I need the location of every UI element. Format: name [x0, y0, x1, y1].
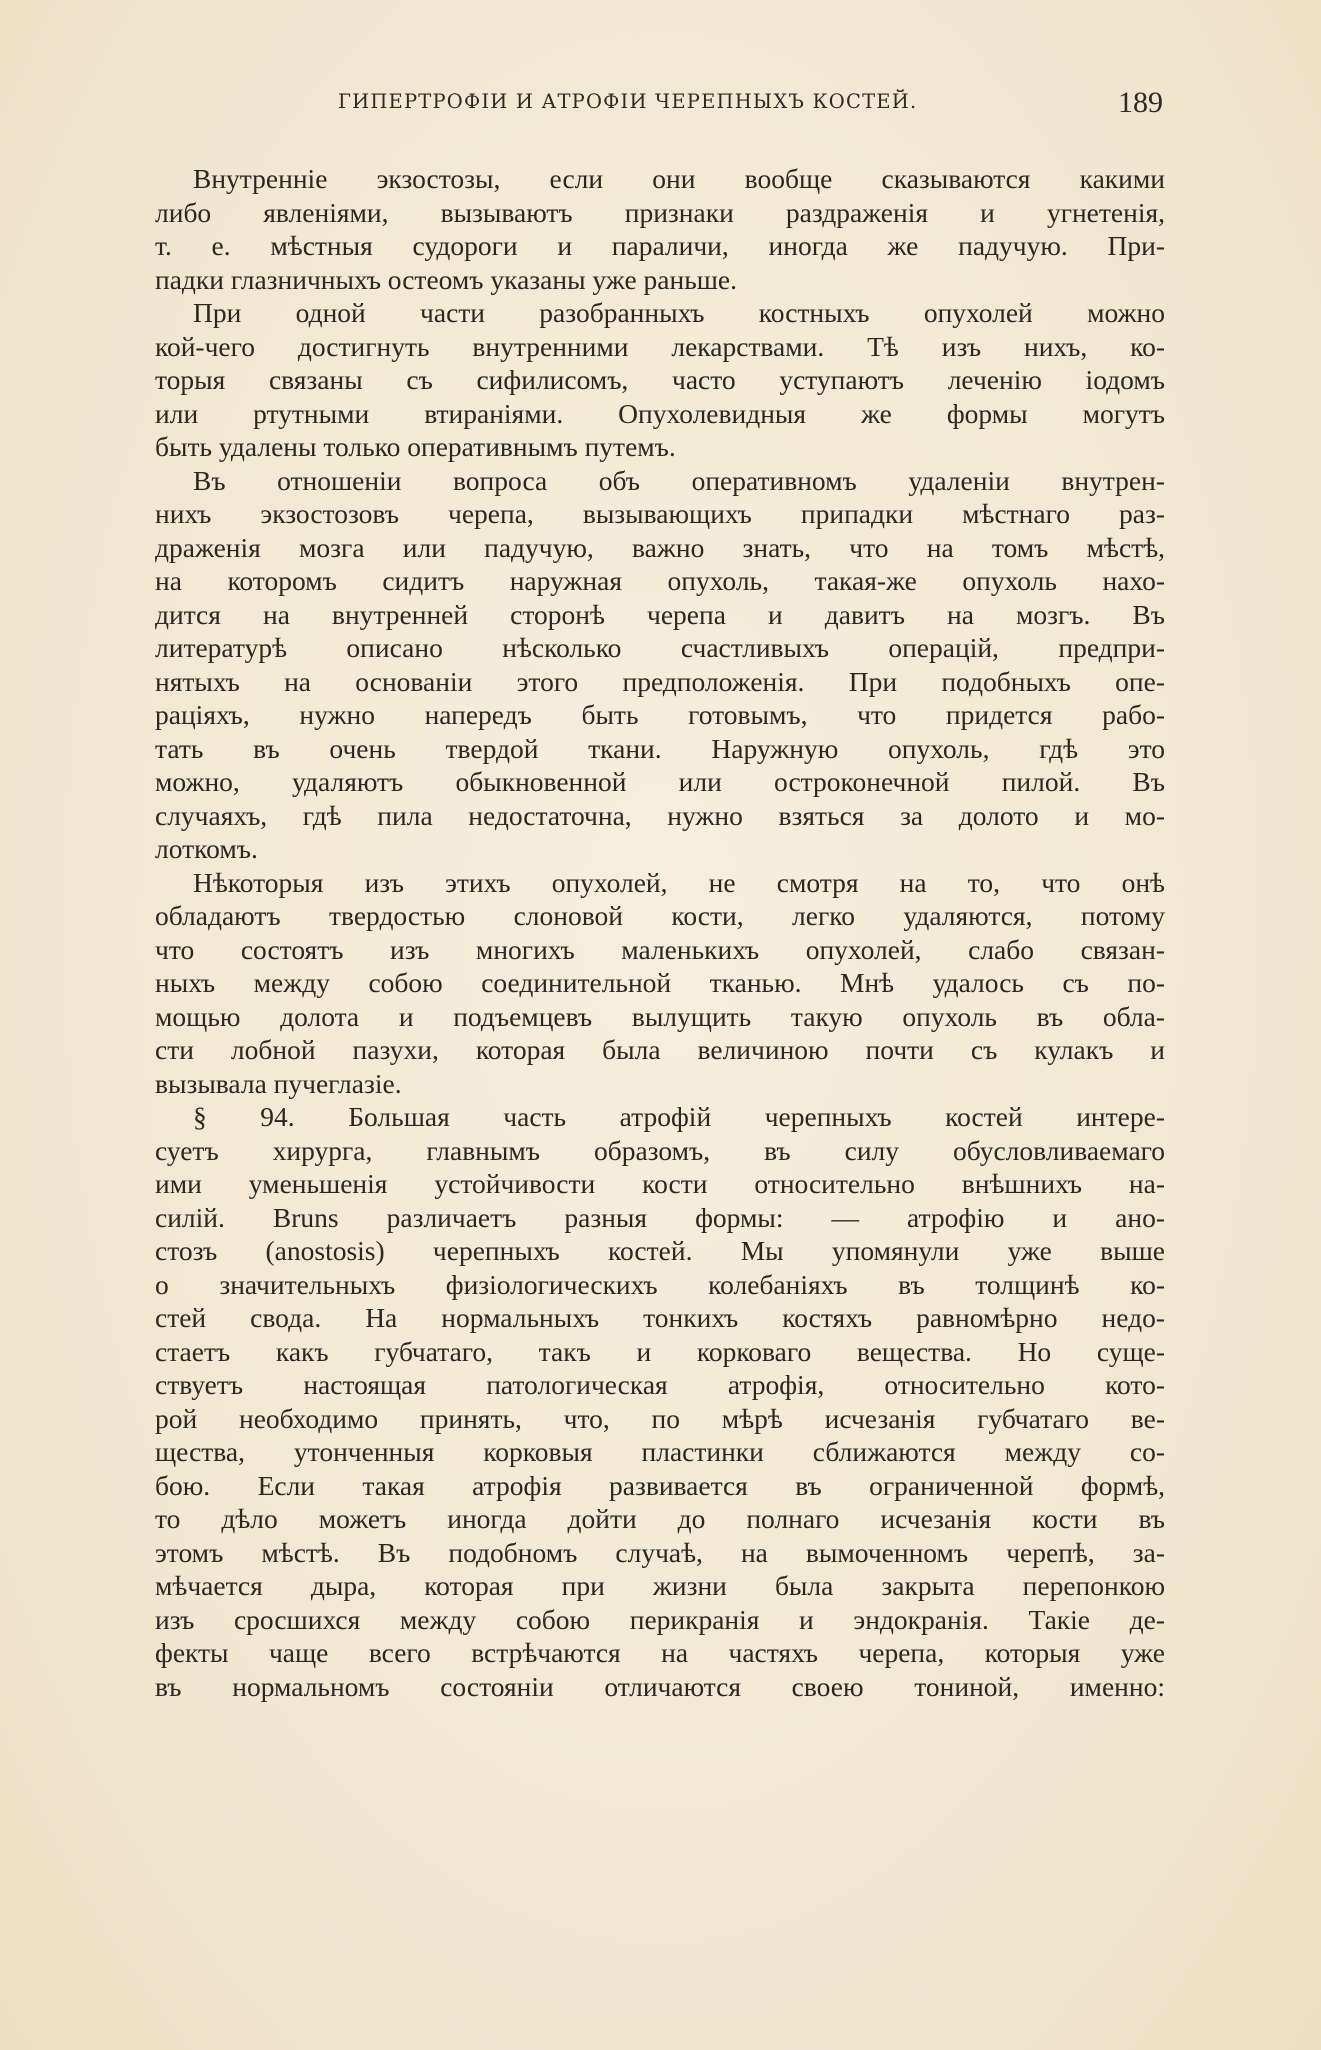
text-line: нятыхъ на основаніи этого предположенія. При подобныхъ опе- — [155, 665, 1165, 697]
text-line: ими уменьшенія устойчивости кости относительно внѣшнихъ на- — [155, 1168, 1165, 1199]
text-line: т. е. мѣстныя судороги и параличи, иногда же падучую. При- — [155, 230, 1165, 261]
text-line: или ртутными втираніями. Опухолевидныя же формы могутъ — [155, 397, 1165, 429]
text-line: драженія мозга или падучую, важно знать, что на томъ мѣстѣ, — [155, 531, 1165, 563]
text-line: случаяхъ, гдѣ пила недостаточна, нужно взяться за долото и мо- — [155, 799, 1165, 831]
text-line: либо явленіями, вызываютъ признаки раздраженія и угнетенія, — [155, 196, 1165, 228]
text-line: вызывала пучеглазіе. — [155, 1067, 402, 1099]
text-line: мощью долота и подъемцевъ вылущить такую опухоль въ обла- — [155, 1000, 1165, 1032]
text-line: лоткомъ. — [155, 833, 258, 864]
text-line: торыя связаны съ сифилисомъ, часто уступаютъ леченію іодомъ — [155, 364, 1165, 395]
text-line: обладаютъ твердостью слоновой кости, легко удаляются, потому — [155, 900, 1165, 931]
running-head — [0, 86, 1321, 126]
text-line: Нѣкоторыя изъ этихъ опухолей, не смотря на то, что онѣ — [193, 866, 1165, 898]
text-line: Въ отношеніи вопроса объ оперативномъ удаленіи внутрен- — [193, 464, 1165, 496]
text-line: стей свода. На нормальныхъ тонкихъ костяхъ равномѣрно недо- — [155, 1302, 1165, 1333]
text-line: сти лобной пазухи, которая была величиною почти съ кулакъ и — [155, 1034, 1165, 1065]
text-line: тать въ очень твердой ткани. Наружную опухоль, гдѣ это — [155, 732, 1165, 764]
text-line: раціяхъ, нужно напередъ быть готовымъ, что придется рабо- — [155, 699, 1165, 730]
text-line: нихъ экзостозовъ черепа, вызывающихъ припадки мѣстнаго раз- — [155, 498, 1165, 529]
body-text — [155, 162, 1165, 1703]
text-line: мѣчается дыра, которая при жизни была закрыта перепонкою — [155, 1570, 1165, 1601]
text-line: этомъ мѣстѣ. Въ подобномъ случаѣ, на вымоченномъ черепѣ, за- — [155, 1536, 1165, 1568]
text-line: ныхъ между собою соединительной тканью. Мнѣ удалось съ по- — [155, 967, 1165, 998]
text-line: ствуетъ настоящая патологическая атрофія, относительно кото- — [155, 1369, 1165, 1400]
page-number: 189 — [1118, 86, 1163, 119]
text-line: на которомъ сидитъ наружная опухоль, такая-же опухоль нахо- — [155, 565, 1165, 596]
text-line: стаетъ какъ губчатаго, такъ и корковаго вещества. Но суще- — [155, 1335, 1165, 1367]
text-line: фекты чаще всего встрѣчаются на частяхъ черепа, которыя уже — [155, 1637, 1165, 1668]
text-line: о значительныхъ физіологическихъ колебаніяхъ въ толщинѣ ко- — [155, 1268, 1165, 1300]
text-line: то дѣло можетъ иногда дойти до полнаго исчезанія кости въ — [155, 1503, 1165, 1534]
text-line: что состоятъ изъ многихъ маленькихъ опухолей, слабо связан- — [155, 933, 1165, 965]
text-line: изъ сросшихся между собою перикранія и эндокранія. Такіе де- — [155, 1603, 1165, 1635]
running-title: ГИПЕРТРОФІИ И АТРОФІИ ЧЕРЕПНЫХЪ КОСТЕЙ. — [338, 90, 918, 113]
text-line: стозъ (anostosis) черепныхъ костей. Мы упомянули уже выше — [155, 1235, 1165, 1266]
text-line: литературѣ описано нѣсколько счастливыхъ операцій, предпри- — [155, 632, 1165, 663]
text-line: щества, утонченныя корковыя пластинки сближаются между со- — [155, 1436, 1165, 1467]
text-line: суетъ хирурга, главнымъ образомъ, въ силу обусловливаемаго — [155, 1134, 1165, 1166]
text-line: падки глазничныхъ остеомъ указаны уже раньше. — [155, 263, 737, 295]
text-line: быть удалены только оперативнымъ путемъ. — [155, 431, 676, 462]
text-line: въ нормальномъ состояніи отличаются своею тониной, именно: — [155, 1670, 1165, 1702]
text-line: бою. Если такая атрофія развивается въ ограниченной формѣ, — [155, 1469, 1165, 1501]
text-line: дится на внутренней сторонѣ черепа и давитъ на мозгъ. Въ — [155, 598, 1165, 630]
text-line: рой необходимо принять, что, по мѣрѣ исчезанія губчатаго ве- — [155, 1402, 1165, 1434]
text-line: можно, удаляютъ обыкновенной или остроконечной пилой. Въ — [155, 766, 1165, 797]
text-line: Внутренніе экзостозы, если они вообще сказываются какими — [193, 163, 1165, 194]
text-line: силій. Bruns различаетъ разныя формы: — атрофію и ано- — [155, 1201, 1165, 1233]
text-line: кой-чего достигнуть внутренними лекарствами. Тѣ изъ нихъ, ко- — [155, 330, 1165, 362]
text-line: § 94. Большая часть атрофій черепныхъ костей интере- — [193, 1101, 1165, 1132]
text-line: При одной части разобранныхъ костныхъ опухолей можно — [193, 297, 1165, 328]
